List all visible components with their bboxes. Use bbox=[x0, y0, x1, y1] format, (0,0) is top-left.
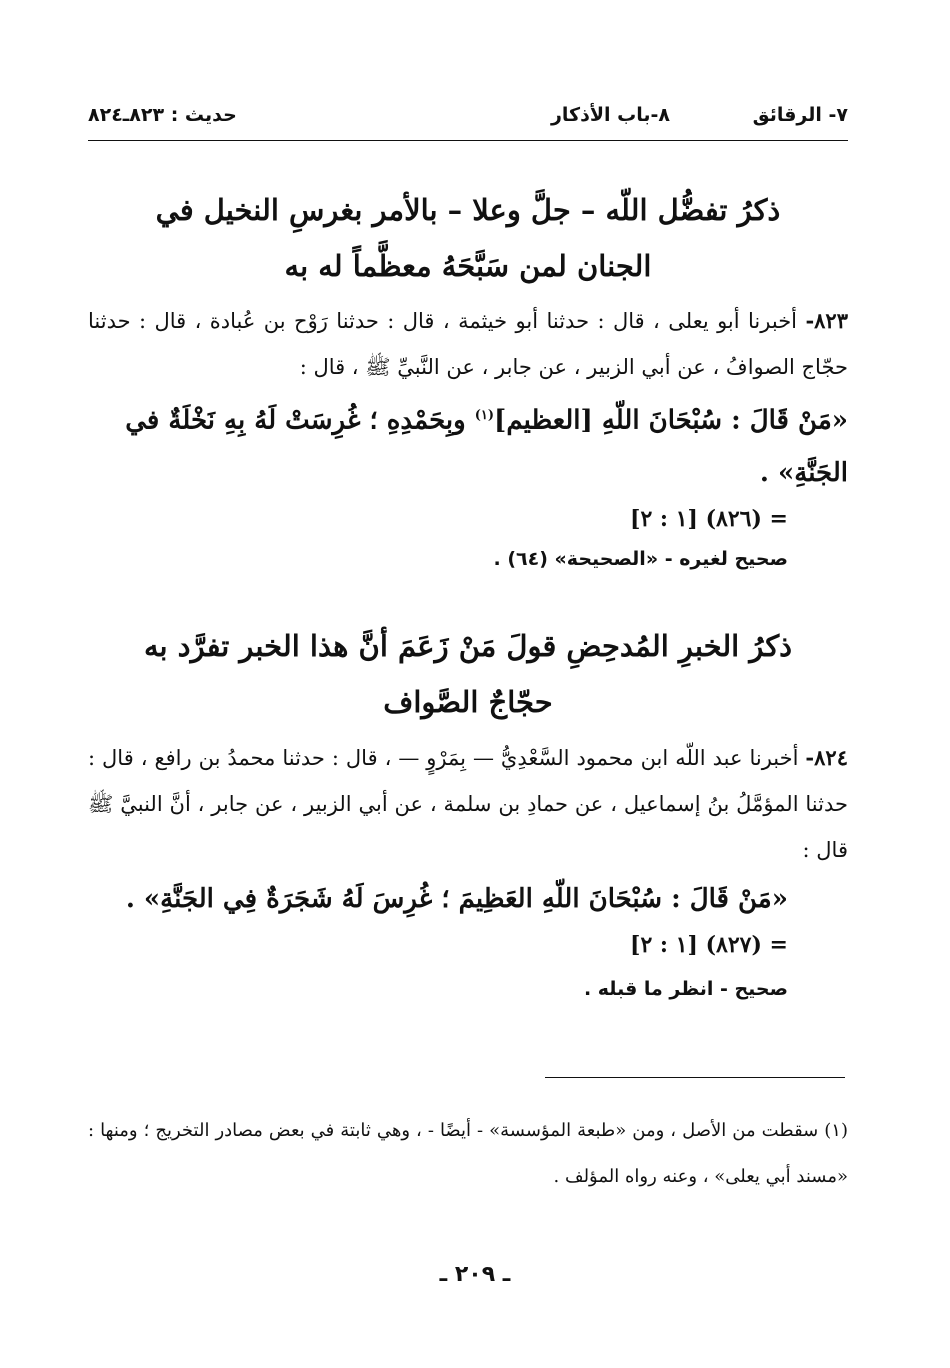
heading-line: الجنان لمن سَبَّحَهُ معظَّماً له به bbox=[284, 249, 652, 283]
matn-text: «مَنْ قَالَ : سُبْحَانَ اللّهِ العَظِيمَ ؛ غُرِسَ لَهُ شَجَرَةٌ فِي الجَنَّةِ» . bbox=[125, 884, 788, 914]
page-number: ـ ٢٠٩ ـ bbox=[439, 1262, 511, 1287]
isnad-text bbox=[88, 735, 848, 873]
heading-line: حجّاجٌ الصَّواف bbox=[383, 685, 553, 719]
isnad: أخبرنا عبد اللّه ابن محمود السَّعْدِيُّ — بِمَرْوٍ — ، قال : حدثنا محمدُ بن رافع ، قال : حدثنا المؤمَّلُ بنُ إسماعيل ، عن حمادِ بن سلمة ، عن أبي الزبير ، عن جابر ، أنَّ النبيَّ ﷺ قال : bbox=[88, 746, 848, 862]
grade-line bbox=[88, 539, 848, 579]
running-header bbox=[88, 100, 848, 134]
isnad: أخبرنا أبو يعلى ، قال : حدثنا أبو خيثمة ، قال : حدثنا رَوْح بن عُبادة ، قال : حدثنا حجّاج الصوافُ ، عن أبي الزبير ، عن جابر ، عن النَّبيِّ ﷺ ، قال : bbox=[88, 309, 848, 379]
grade-line bbox=[88, 969, 848, 1009]
hadith-number: ٨٢٣- bbox=[805, 308, 848, 333]
heading-line: ذكرُ تفضُّل اللّه – جلَّ وعلا – بالأمر بغرسِ النخيل في bbox=[155, 193, 781, 227]
grade-label: صحيح bbox=[734, 978, 788, 1000]
header-rule bbox=[88, 140, 848, 141]
section-heading-2 bbox=[88, 618, 848, 730]
footnotes bbox=[88, 1108, 848, 1200]
grade-text: - انظر ما قبله . bbox=[583, 978, 735, 1000]
footnote-rule bbox=[545, 1077, 845, 1078]
matn-part: «مَنْ قَالَ : سُبْحَانَ اللّهِ [العظيم] bbox=[494, 405, 848, 436]
chapter-title: ٧- الرقائق bbox=[752, 104, 848, 126]
footnote-marker: (١) bbox=[474, 408, 495, 423]
hadith-823 bbox=[88, 298, 848, 579]
cross-reference: = (٨٢٧) [١ : ٢] bbox=[630, 932, 788, 958]
matn-text bbox=[88, 390, 848, 499]
section-heading-1 bbox=[88, 182, 848, 294]
hadith-number: ٨٢٤- bbox=[805, 745, 848, 770]
isnad-text bbox=[88, 298, 848, 390]
grade-label: صحيح لغيره bbox=[679, 547, 788, 570]
bab-title: ٨-باب الأذكار bbox=[550, 104, 670, 126]
heading-line: ذكرُ الخبرِ المُدحِضِ قولَ مَنْ زَعَمَ أنَّ هذا الخبر تفرَّد به bbox=[143, 629, 793, 663]
hadith-824 bbox=[88, 735, 848, 1009]
hadith-range: حديث : ٨٢٣ـ٨٢٤ bbox=[88, 104, 237, 126]
matn-part: وبِحَمْدِهِ ؛ غُرِسَتْ لَهُ بِهِ نَخْلَةٌ في الجَنَّةِ» . bbox=[125, 405, 848, 488]
footnote-1: (١) سقطت من الأصل ، ومن «طبعة المؤسسة» - أيضًا - ، وهي ثابتة في بعض مصادر التخريج ؛ ومنها : «مسند أبي يعلى» ، وعنه رواه المؤلف . bbox=[88, 1120, 848, 1187]
cross-reference: = (٨٢٦) [١ : ٢] bbox=[630, 505, 788, 532]
grade-text: - «الصحيحة» (٦٤) . bbox=[493, 547, 680, 570]
